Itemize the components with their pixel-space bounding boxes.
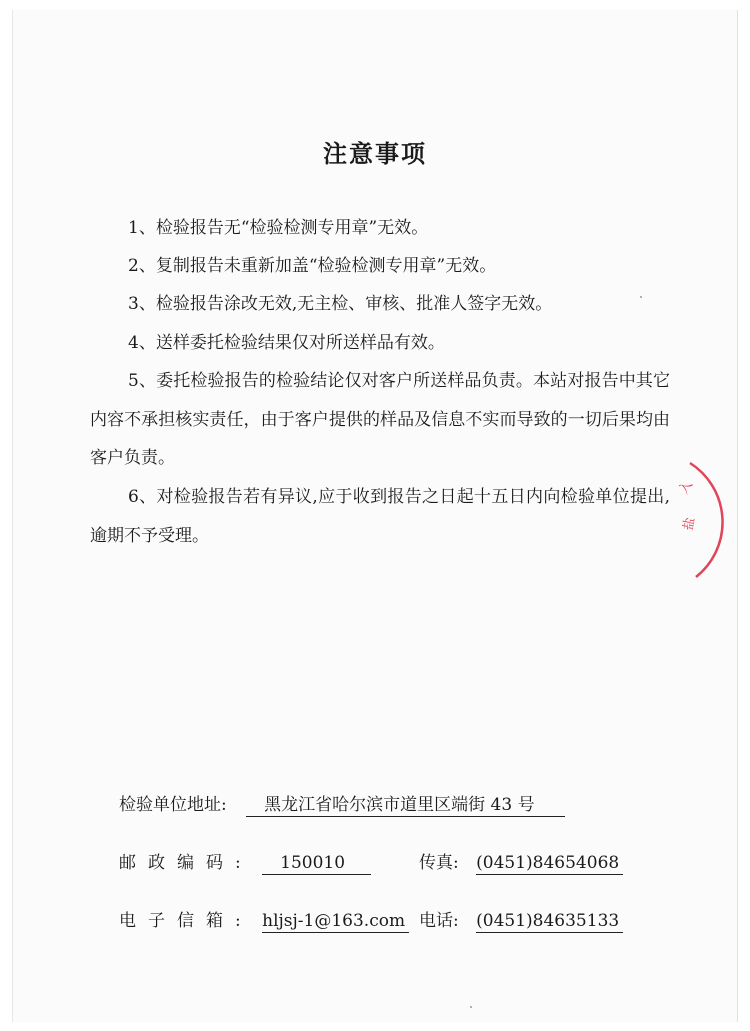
postcode-label: 邮政编码: — [119, 853, 253, 873]
address-label: 检验单位地址: — [119, 795, 227, 815]
note-item-6: 6、对检验报告若有异议,应于收到报告之日起十五日内向检验单位提出,逾期不予受理。 — [90, 487, 670, 546]
email-row — [119, 906, 409, 933]
page-title: 注意事项 — [323, 140, 427, 168]
note-item-1: 1、检验报告无“检验检测专用章”无效。 — [128, 218, 429, 238]
phone-value: (0451)84635133 — [476, 911, 623, 933]
postcode-row — [119, 848, 371, 875]
fax-row — [419, 848, 623, 875]
email-value: hljsj-1@163.com — [262, 911, 409, 933]
scan-speck — [470, 1006, 472, 1008]
fax-value: (0451)84654068 — [476, 853, 623, 875]
note-item-3: 3、检验报告涂改无效,无主检、审核、批准人签字无效。 — [128, 294, 553, 314]
note-item-5: 5、委托检验报告的检验结论仅对客户所送样品负责。本站对报告中其它内容不承担核实责任，由于客户提供的样品及信息不实而导致的一切后果均由客户负责。 — [90, 371, 670, 468]
note-item-4: 4、送样委托检验结果仅对所送样品有效。 — [128, 333, 445, 353]
phone-label: 电话: — [419, 911, 459, 931]
address-row — [119, 790, 565, 817]
seal-stamp-glyph-2: 盐 — [681, 516, 699, 532]
phone-row — [419, 906, 623, 933]
scan-speck — [640, 296, 642, 298]
address-value: 黑龙江省哈尔滨市道里区端街 43 号 — [246, 795, 564, 817]
seal-stamp-glyph-1: 入 — [676, 478, 696, 497]
seal-stamp — [650, 455, 750, 585]
fax-label: 传真: — [419, 853, 459, 873]
postcode-value: 150010 — [262, 853, 371, 875]
email-label: 电子信箱: — [119, 911, 253, 931]
note-item-2: 2、复制报告未重新加盖“检验检测专用章”无效。 — [128, 256, 497, 276]
